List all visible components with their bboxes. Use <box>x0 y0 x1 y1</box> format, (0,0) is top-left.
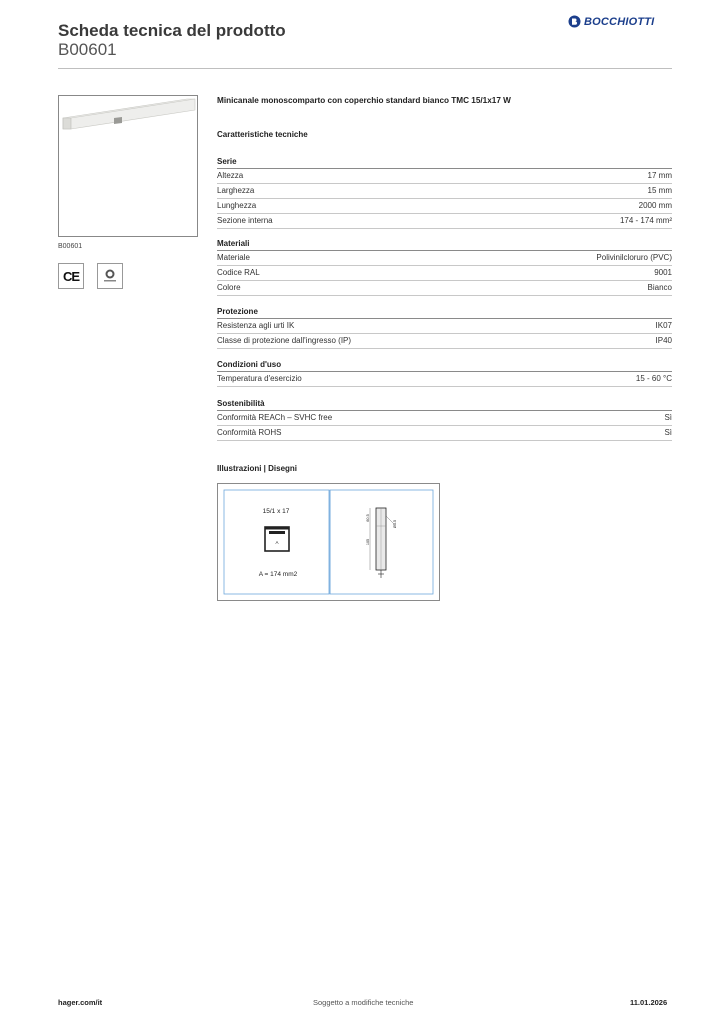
illustrations-heading: Illustrazioni | Disegni <box>217 464 298 473</box>
area-label: A = 174 mm2 <box>258 571 298 578</box>
table-row <box>217 169 672 184</box>
row-value: 17 mm <box>647 171 672 180</box>
section-condizioni <box>217 359 672 387</box>
row-label: Colore <box>217 283 241 292</box>
quality-certification <box>97 263 123 289</box>
footer-website: hager.com/it <box>58 998 103 1007</box>
row-label: Codice RAL <box>217 268 260 277</box>
row-value: 2000 mm <box>638 201 672 210</box>
page-title: Scheda tecnica del prodotto <box>58 21 286 40</box>
bocchiotti-logo-icon <box>568 15 581 28</box>
cross-section-icon <box>265 527 289 551</box>
section-serie <box>217 156 672 229</box>
row-value: 174 - 174 mm² <box>619 216 672 225</box>
row-value: IP40 <box>655 336 672 345</box>
product-image <box>58 95 198 237</box>
section-materiali <box>217 238 672 296</box>
section-title: Serie <box>217 156 672 169</box>
section-protezione <box>217 306 672 349</box>
table-row <box>217 184 672 199</box>
row-label: Larghezza <box>217 186 255 195</box>
footer-note: Soggetto a modifiche tecniche <box>313 998 414 1007</box>
dimension-label-middle: 105 <box>366 538 370 546</box>
row-value: 15 - 60 °C <box>635 374 672 383</box>
table-row <box>217 334 672 349</box>
table-row <box>217 199 672 214</box>
characteristics-heading: Caratteristiche tecniche <box>217 130 308 139</box>
row-value: Polivinilcloruro (PVC) <box>596 253 672 262</box>
row-value: Bianco <box>647 283 672 292</box>
header-divider <box>58 68 672 69</box>
row-label: Resistenza agli urti IK <box>217 321 295 330</box>
image-caption: B00601 <box>58 243 83 250</box>
row-label: Temperatura d'esercizio <box>217 374 302 383</box>
row-label: Conformità REACh – SVHC free <box>217 413 333 422</box>
row-label: Conformità ROHS <box>217 428 282 437</box>
table-row <box>217 214 672 229</box>
row-value: IK07 <box>655 321 672 330</box>
table-row <box>217 251 672 266</box>
table-row <box>217 319 672 334</box>
row-value: Sì <box>664 413 672 422</box>
brand-name: BOCCHIOTTI <box>584 15 655 28</box>
section-title: Condizioni d'uso <box>217 359 672 372</box>
area-marker: A <box>275 540 279 545</box>
table-row <box>217 266 672 281</box>
dimension-label-top: 60.5 <box>366 514 370 522</box>
product-code-heading: B00601 <box>58 40 117 59</box>
technical-drawing <box>217 483 440 601</box>
table-row <box>217 411 672 426</box>
row-value: 9001 <box>654 268 672 277</box>
product-name: Minicanale monoscomparto con coperchio standard bianco TMC 15/1x17 W <box>217 96 511 105</box>
row-label: Lunghezza <box>217 201 257 210</box>
section-sostenibilita <box>217 398 672 441</box>
ce-certification <box>58 263 84 289</box>
row-label: Materiale <box>217 253 250 262</box>
side-view-icon <box>370 508 394 578</box>
footer-date: 11.01.2026 <box>630 998 668 1007</box>
brand-logo <box>568 15 654 28</box>
table-row <box>217 426 672 441</box>
section-size-label: 15/1 x 17 <box>262 508 290 515</box>
row-label: Altezza <box>217 171 244 180</box>
section-title: Sostenibilità <box>217 398 672 411</box>
section-title: Protezione <box>217 306 672 319</box>
cable-duct-illustration <box>59 96 197 236</box>
row-value: Sì <box>664 428 672 437</box>
row-value: 15 mm <box>647 186 672 195</box>
section-title: Materiali <box>217 238 672 251</box>
drawing-canvas <box>218 484 439 600</box>
table-row <box>217 281 672 296</box>
row-label: Classe di protezione dall'ingresso (IP) <box>217 336 352 345</box>
ce-mark-icon: CE <box>62 268 80 284</box>
table-row <box>217 372 672 387</box>
quality-mark-icon <box>100 266 120 286</box>
dimension-label-hole: Ø5.5 <box>393 519 397 529</box>
row-label: Sezione interna <box>217 216 273 225</box>
